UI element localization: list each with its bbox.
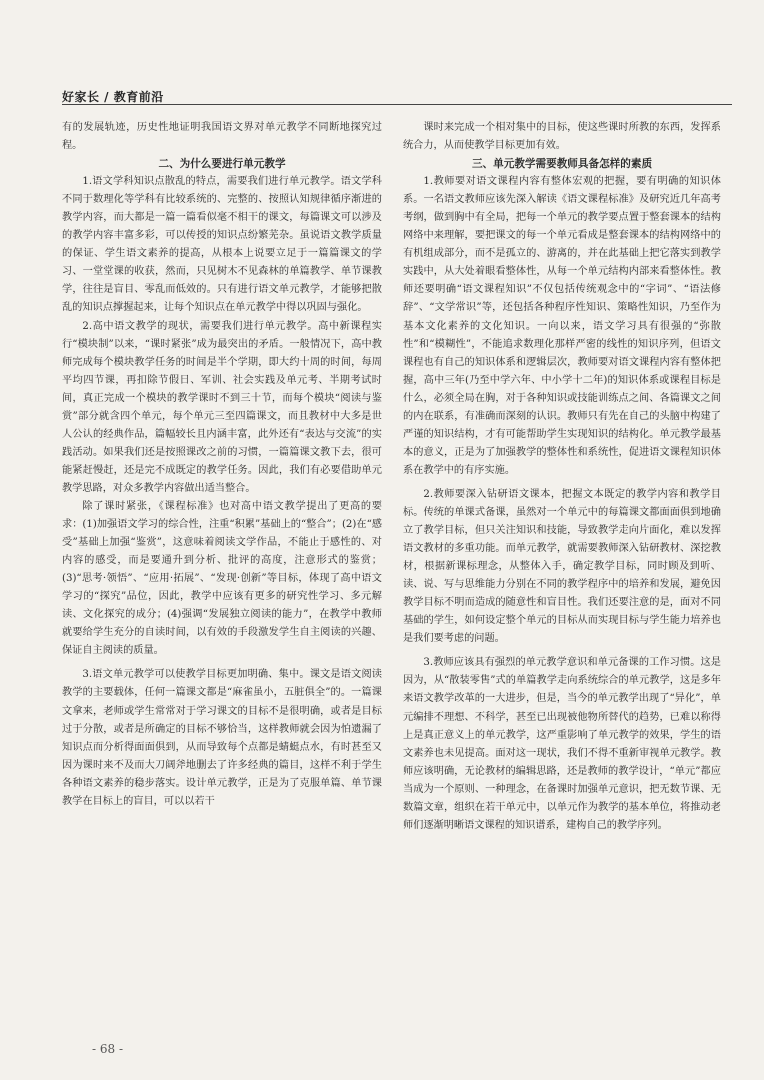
paragraph-7: 3.教师应该具有强烈的单元教学意识和单元备课的工作习惯。这是因为，从“散装零售”式的单篇教学走向系统综合的单元教学，这是多年来语文教学改革的一大进步，但是，当今的单元教学出现了“异化”，单元编排不理想、不科学，甚至已出现被他物所替代的趋势，已难以称得上是真正意义上的单元教学，这严重影响了单元教学的效果，学生的语文素养也未见提高。面对这一现状，我们不得不重新审视单元教学。教师应该明确，无论教材的编辑思路，还是教师的教学设计，“单元”都应当成为一个原则、一种理念，在备课时加强单元意识，把无数节课、无数篇文章，组织在若干单元中，以单元作为教学的基本单位，将推动老师们逐渐明晰语文课程的知识谱系，建构自己的教学序列。 — [403, 657, 721, 831]
left-column — [62, 119, 382, 811]
paragraph-5: 1.教师要对语文课程内容有整体宏观的把握，要有明确的知识体系。一名语文教师应该先深入解读《语文课程标准》及研究近几年高考考纲，做到胸中有全局，把每一个单元的教学要点置于整套课本的结构网络中来理解，要把课文的每一个单元看成是整套课本的结构网络中的有机组成部分，而不是孤立的、游离的，并在此基础上把它落实到教学实践中，从大处着眼看整体性，从每一个单元结构内部来看整体性。教师还要明确“语文课程知识”不仅包括传统观念中的“字词”、“语法修辞”、“文学常识”等，还包括各种程序性知识、策略性知识，乃至作为基本文化素养的文化知识。一向以来，语文学习具有很强的“弥散性”和“模糊性”，不能追求数理化那样严密的线性的知识序列，但语文课程也有自己的知识体系和逻辑层次，教师要对语文课程内容有整体把握，高中三年(乃至中学六年、中小学十二年)的知识体系或课程目标是什么，必须全局在胸，对于各种知识或技能训练点之间、各篇课文之间的内在联系，有准确而深刻的认识。教师只有先在自己的头脑中构建了严谨的知识结构，才有可能帮助学生实现知识的结构化。单元教学最基本的意义，正是为了加强教学的整体性和系统性，促进语文课程知识体系在教学中的有序实施。 — [403, 176, 721, 476]
paragraph-1: 1.语文学科知识点散乱的特点，需要我们进行单元教学。语文学科不同于数理化等学科有比较系统的、完整的、按照认知规律循序渐进的教学内容，而大都是一篇一篇看似毫不相干的课文，每篇课文可以涉及的教学内容丰富多彩，可以传授的知识点纷繁芜杂。虽说语文教学质量的保证、学生语文素养的提高，从根本上说要立足于一篇篇课文的学习、一堂堂课的收获，然而，只见树木不见森林的单篇教学、单节课教学，往往是盲目、零乱而低效的。只有进行语文单元教学，才能够把散乱的知识点撑握起来，让每个知识点在单元教学中得以巩固与强化。 — [62, 176, 382, 314]
page-number: - 68 - — [92, 1042, 124, 1056]
right-column — [403, 119, 721, 835]
paragraph-6: 2.教师要深入钻研语文课本，把握文本既定的教学内容和教学目标。传统的单课式备课，虽然对一个单元中的每篇课文都面面俱到地确立了教学目标，但只关注知识和技能，导致教学走向片面化，难以发挥语文教材的多重功能。而单元教学，就需要教师深入钻研教材、深挖教材，根据新课标理念，从整体入手，确定教学目标，同时顾及到听、读、说、写与思维能力分别在不同的教学程序中的培养和发展，避免因教学目标不明而造成的随意性和盲目性。我们还要注意的是，面对不同基础的学生，如何设定整个单元的目标从而实现目标与学生能力培养也是我们要考虑的问题。 — [403, 488, 721, 645]
section-heading-2: 二、为什么要进行单元教学 — [158, 158, 286, 171]
paragraph-3: 除了课时紧张，《课程标准》也对高中语文教学提出了更高的要求：(1)加强语文学习的综合性，注重“积累”基础上的“整合”；(2)在“感受”基础上加强“鉴赏”，这意味着阅读文学作品，不能止于感性的、对内容的感受，而是要通升到分析、批评的高度，注意形式的鉴赏；(3)“思考·领悟”、“应用·拓展”、“发现·创新”等目标，体现了高中语文学习的“探究”品位，因此，教学中应该有更多的研究性学习、多元解读、文化探究的成分；(4)强调“发展独立阅读的能力”，在教学中教师就要给学生充分的自读时间，以有效的手段激发学生自主阅读的兴趣、保证自主阅读的质量。 — [62, 500, 382, 657]
running-header: 好家长 / 教育前沿 — [62, 90, 164, 104]
header-rule — [62, 104, 732, 105]
paragraph-4: 3.语文单元教学可以使教学目标更加明确、集中。课文是语文阅读教学的主要载体，任何一篇课文都是“麻雀虽小，五脏俱全”的。一篇课文拿来，老师或学生常常对于学习课文的目标不是很明确，或者是目标过于分散，或者是所确定的目标不够恰当，这样教师就会因为怕遗漏了知识点而分析得面面俱到，从而导致每个点都是蜻蜓点水，有时甚至又因为课时来不及而大刀阔斧地删去了许多经典的篇目，这样不利于学生各种语文素养的稳步落实。设计单元教学，正是为了克服单篇、单节课教学在目标上的盲目，可以以若干 — [62, 669, 382, 807]
section-heading-3: 三、单元教学需要教师具备怎样的素质 — [471, 158, 653, 171]
intro-paragraph: 有的发展轨迹，历史性地证明我国语文界对单元教学不同断地探究过程。 — [62, 122, 382, 152]
paragraph-2: 2.高中语文教学的现状，需要我们进行单元教学。高中新课程实行“模块制”以来，“课时紧张”成为最突出的矛盾。一般情况下，高中教师完成每个模块教学任务的时间是半个学期，即大约十周的时间，每周平均四节课，再扣除节假日、军训、社会实践及单元考、半期考试时间，真正完成一个模块的教学课时不到三十节，而每个模块“阅读与鉴赏”部分就含四个单元，每个单元三至四篇课文，而且教材中大多是世人公认的经典作品，篇幅较长且内涵丰富，此外还有“表达与交流”的实践活动。如果我们还是按照课改之前的习惯，一篇篇课文教下去，很可能紧赶慢赶，还是完不成既定的教学任务。因此，我们有必要借助单元教学思路，对众多教学内容做出适当整合。 — [62, 320, 382, 494]
continued-paragraph: 课时来完成一个相对集中的目标，使这些课时所教的东西，发挥系统合力，从而使教学目标更加有效。 — [403, 122, 721, 152]
